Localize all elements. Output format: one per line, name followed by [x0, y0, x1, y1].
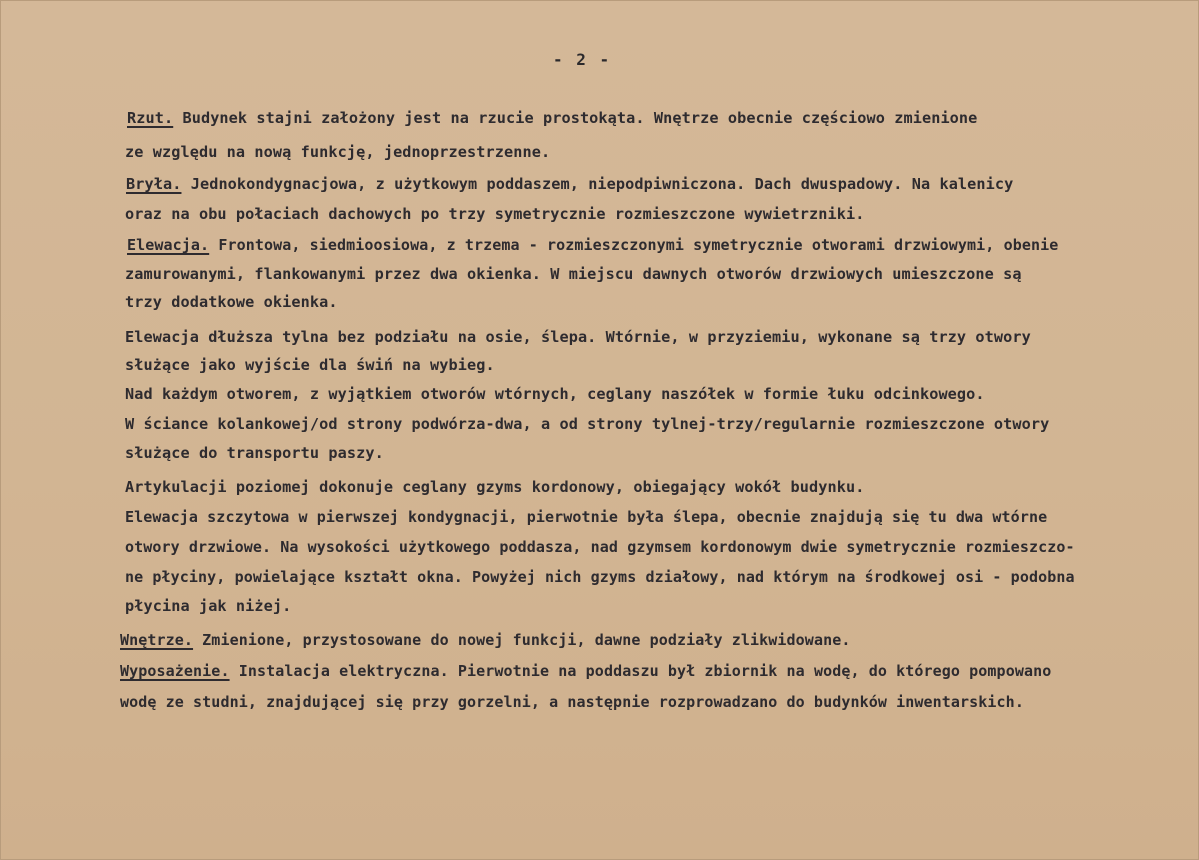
line-text: ze względu na nową funkcję, jednoprzestrzenne.: [125, 143, 551, 161]
line-text: otwory drzwiowe. Na wysokości użytkowego poddasza, nad gzymsem kordonowym dwie symetrycznie rozmieszczo-: [125, 538, 1075, 556]
text-line: [125, 384, 985, 404]
line-text: Instalacja elektryczna. Pierwotnie na poddaszu był zbiornik na wodę, do którego pompowano: [229, 662, 1052, 680]
text-line: [125, 477, 865, 497]
text-line: [120, 661, 1051, 681]
text-line: [125, 355, 495, 375]
text-line: [127, 235, 1058, 255]
text-line: [125, 264, 1022, 284]
line-text: Zmienione, przystosowane do nowej funkcji, dawne podziały zlikwidowane.: [193, 631, 851, 649]
text-line: [125, 567, 1075, 587]
line-text: W ściance kolankowej/od strony podwórza-dwa, a od strony tylnej-trzy/regularnie rozmieszczone otwory: [125, 415, 1050, 433]
text-line: [125, 414, 1049, 434]
line-text: służące do transportu paszy.: [125, 444, 384, 462]
line-text: trzy dodatkowe okienka.: [125, 293, 338, 311]
line-text: Frontowa, siedmioosiowa, z trzema - rozmieszczonymi symetrycznie otworami drzwiowymi, obenie: [209, 236, 1059, 254]
line-text: wodę ze studni, znajdującej się przy gorzelni, a następnie rozprowadzano do budynków inwentarskich.: [120, 693, 1024, 711]
line-text: Jednokondygnacjowa, z użytkowym poddaszem, niepodpiwniczona. Dach dwuspadowy. Na kalenicy: [181, 175, 1014, 193]
section-heading-wnetrze: Wnętrze.: [120, 631, 194, 649]
text-line: [125, 596, 291, 616]
line-text: Budynek stajni założony jest na rzucie prostokąta. Wnętrze obecnie częściowo zmienione: [173, 109, 978, 127]
text-line: [125, 327, 1031, 347]
text-line: [125, 292, 338, 312]
line-text: płycina jak niżej.: [125, 597, 292, 615]
line-text: służące jako wyjście dla świń na wybieg.: [125, 356, 495, 374]
line-text: oraz na obu połaciach dachowych po trzy symetrycznie rozmieszczone wywietrzniki.: [125, 205, 865, 223]
text-line: [120, 630, 850, 650]
text-line: [125, 507, 1047, 527]
text-line: [125, 443, 384, 463]
line-text: Elewacja szczytowa w pierwszej kondygnacji, pierwotnie była ślepa, obecnie znajdują się tu dwa wtórne: [125, 508, 1048, 526]
text-line: [127, 108, 977, 128]
line-text: zamurowanymi, flankowanymi przez dwa okienka. W miejscu dawnych otworów drzwiowych umieszczone są: [125, 265, 1022, 283]
line-text: Artykulacji poziomej dokonuje ceglany gzyms kordonowy, obiegający wokół budynku.: [125, 478, 865, 496]
section-heading-bryla: Bryła.: [126, 175, 182, 193]
text-line: [125, 204, 865, 224]
line-text: Nad każdym otworem, z wyjątkiem otworów wtórnych, ceglany naszółek w formie łuku odcinkowego.: [125, 385, 985, 403]
text-line: [126, 174, 1013, 194]
page-number: - 2 -: [553, 50, 612, 69]
text-line: [120, 692, 1024, 712]
section-heading-elewacja: Elewacja.: [127, 236, 210, 254]
section-heading-rzut: Rzut.: [127, 109, 174, 127]
section-heading-wyposazenie: Wyposażenie.: [120, 662, 230, 680]
line-text: ne płyciny, powielające kształt okna. Powyżej nich gzyms działowy, nad którym na środkowej osi - podobna: [125, 568, 1075, 586]
line-text: Elewacja dłuższa tylna bez podziału na osie, ślepa. Wtórnie, w przyziemiu, wykonane są trzy otwory: [125, 328, 1031, 346]
text-line: [125, 537, 1075, 557]
text-line: [125, 142, 550, 162]
